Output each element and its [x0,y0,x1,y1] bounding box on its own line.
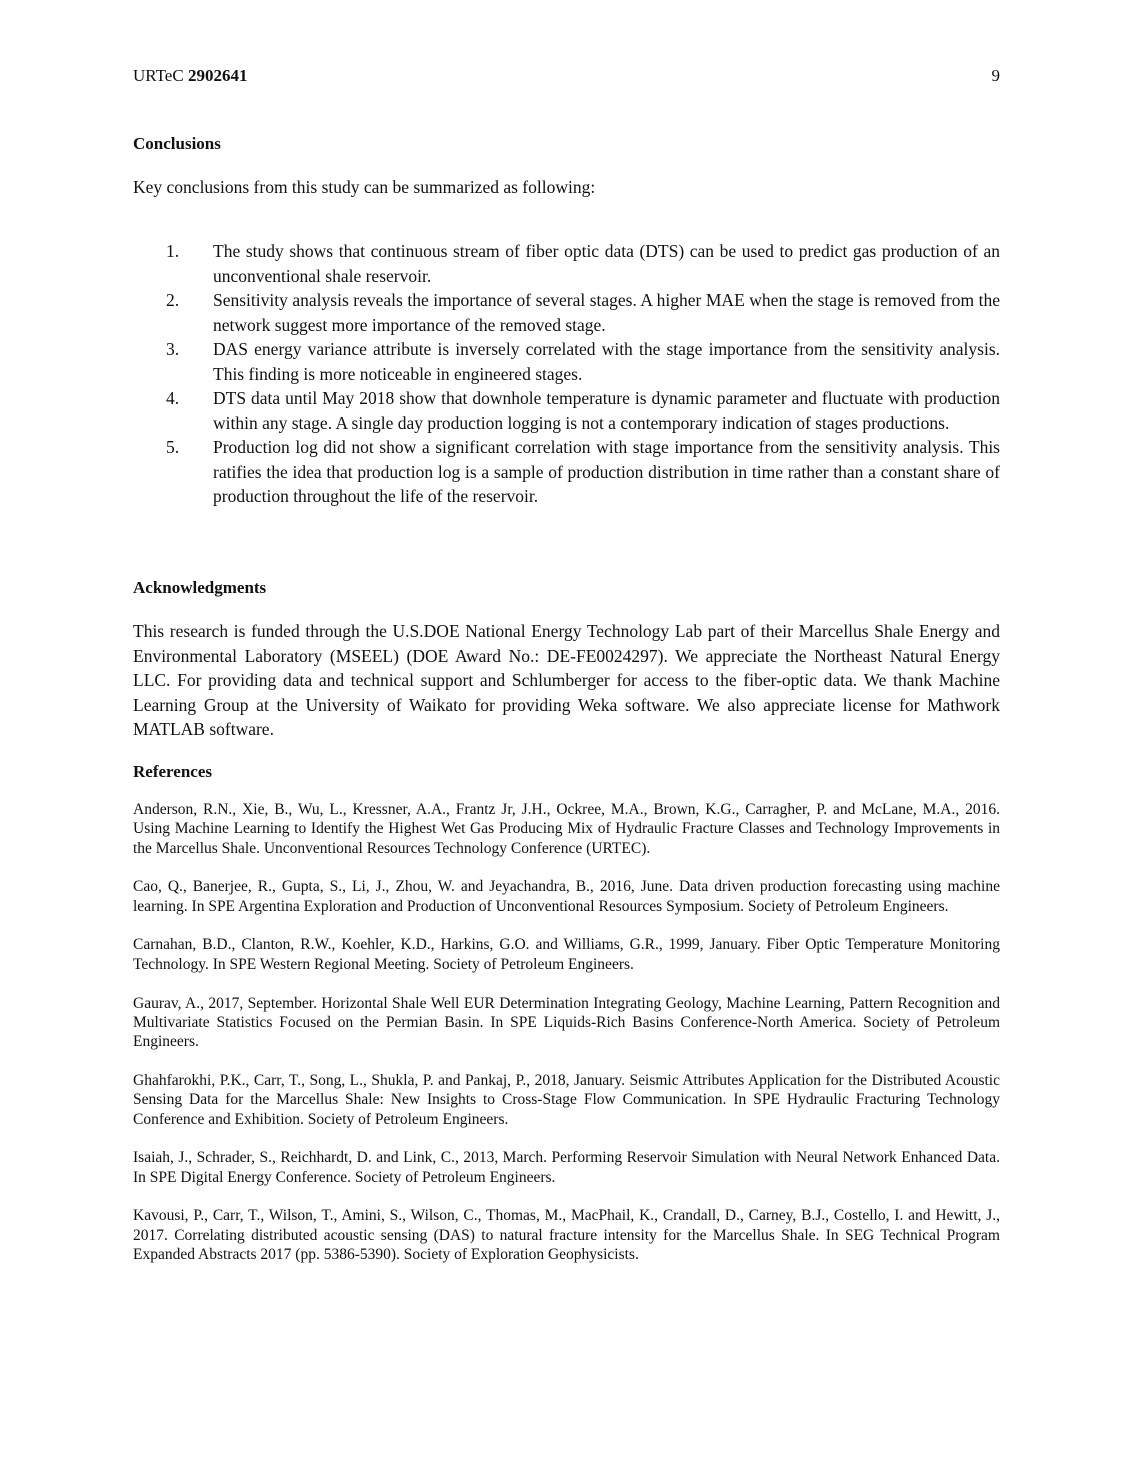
paper-id [133,66,247,86]
list-item-text: DTS data until May 2018 show that downhole temperature is dynamic parameter and fluctuate with production within any stage. A single day production logging is not a contemporary indication of stages productions. [213,388,1000,433]
reference-entry: Carnahan, B.D., Clanton, R.W., Koehler, K.D., Harkins, G.O. and Williams, G.R., 1999, January. Fiber Optic Temperature Monitoring Technology. In SPE Western Regional Meeting. Society of Petroleum Engineers. [133,936,1000,973]
references-section [133,761,1000,783]
reference-entry: Anderson, R.N., Xie, B., Wu, L., Kressner, A.A., Frantz Jr, J.H., Ockree, M.A., Brown, K.G., Carragher, P. and McLane, M.A., 2016. Using Machine Learning to Identify the Highest Wet Gas Producing Mix of Hydraulic Fracture Classes and Technology Improvements in the Marcellus Shale. Unconventional Resources Technology Conference (URTEC). [133,801,1000,857]
acknowledgments-heading: Acknowledgments [133,578,267,597]
list-item-number: 2. [166,290,180,310]
reference-entry: Kavousi, P., Carr, T., Wilson, T., Amini, S., Wilson, C., Thomas, M., MacPhail, K., Crandall, D., Carney, B.J., Costello, I. and Hewitt, J., 2017. Correlating distributed acoustic sensing (DAS) to natural fracture intensity for the Marcellus Shale. In SEG Technical Program Expanded Abstracts 2017 (pp. 5386-5390). Society of Exploration Geophysicists. [133,1207,1000,1264]
list-item-text: Sensitivity analysis reveals the importance of several stages. A higher MAE when the stage is removed from the network suggest more importance of the removed stage. [213,290,1000,335]
conclusions-intro: Key conclusions from this study can be summarized as following: [133,177,596,197]
conclusions-section [133,133,1000,155]
reference-entry: Ghahfarokhi, P.K., Carr, T., Song, L., Shukla, P. and Pankaj, P., 2018, January. Seismic Attributes Application for the Distributed Acoustic Sensing Data for the Marcellus Shale: New Insights to Cross-Stage Flow Communication. In SPE Hydraulic Fracturing Technology Conference and Exhibition. Society of Petroleum Engineers. [133,1071,1000,1128]
acknowledgments-text: This research is funded through the U.S.DOE National Energy Technology Lab part of their Marcellus Shale Energy and Environmental Laboratory (MSEEL) (DOE Award No.: DE-FE0024297). We appreciate the Northeast Natural Energy LLC. For providing data and technical support and Schlumberger for access to the fiber-optic data. We thank Machine Learning Group at the University of Waikato for providing Weka software. We also appreciate license for Mathwork MATLAB software. [133,621,1000,739]
reference-entry: Cao, Q., Banerjee, R., Gupta, S., Li, J., Zhou, W. and Jeyachandra, B., 2016, June. Data driven production forecasting using machine learning. In SPE Argentina Exploration and Production of Unconventional Resources Symposium. Society of Petroleum Engineers. [133,878,1000,915]
list-item-number: 4. [166,388,180,408]
conclusions-list [133,239,1000,509]
list-item [133,337,1000,386]
list-item [133,435,1000,509]
page-header [133,66,1000,90]
reference-entry: Gaurav, A., 2017, September. Horizontal Shale Well EUR Determination Integrating Geology, Machine Learning, Pattern Recognition and Multivariate Statistics Focused on the Permian Basin. In SPE Liquids-Rich Basins Conference-North America. Society of Petroleum Engineers. [133,994,1000,1051]
list-item-text: Production log did not show a significant correlation with stage importance from the sensitivity analysis. This ratifies the idea that production log is a sample of production distribution in time rather than a constant share of production throughout the life of the reservoir. [213,437,1000,506]
acknowledgments-section [133,577,1000,599]
list-item [133,239,1000,288]
conclusions-intro-block [133,175,1000,200]
reference-entry: Isaiah, J., Schrader, S., Reichhardt, D. and Link, C., 2013, March. Performing Reservoir Simulation with Neural Network Enhanced Data. In SPE Digital Energy Conference. Society of Petroleum Engineers. [133,1149,1000,1186]
page-number: 9 [991,66,1000,85]
list-item-number: 3. [166,339,180,359]
list-item-number: 1. [166,241,180,261]
acknowledgments-body [133,619,1000,742]
list-item-text: The study shows that continuous stream of fiber optic data (DTS) can be used to predict gas production of an unconventional shale reservoir. [213,241,1000,286]
list-item-text: DAS energy variance attribute is inversely correlated with the stage importance from the sensitivity analysis. This finding is more noticeable in engineered stages. [213,339,1000,384]
references-list [133,800,1000,1284]
paper-id-number: 2902641 [187,66,248,85]
references-heading: References [133,762,212,781]
list-item [133,288,1000,337]
list-item [133,386,1000,435]
conclusions-heading: Conclusions [133,134,221,153]
paper-id-prefix: URTeC [133,66,188,85]
list-item-number: 5. [166,437,180,457]
